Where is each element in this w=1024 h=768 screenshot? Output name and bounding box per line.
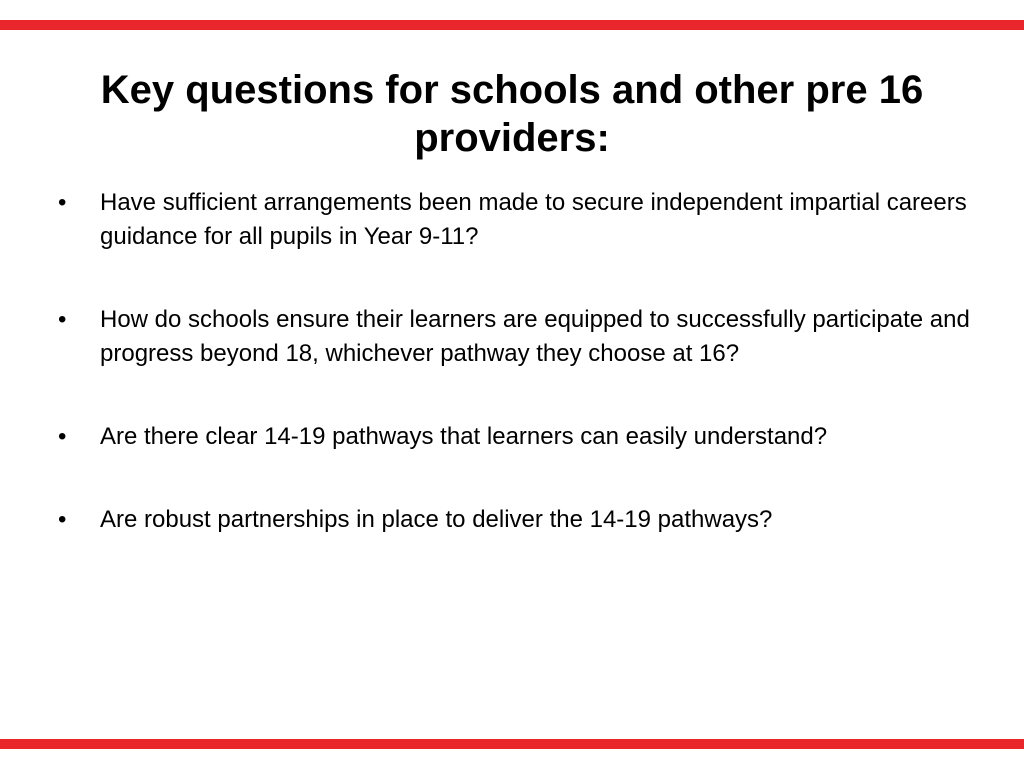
bullet-text: Are there clear 14-19 pathways that learners can easily understand? [100,423,828,450]
bottom-accent-bar [0,739,1024,749]
slide-title: Key questions for schools and other pre 16 providers: [100,68,924,160]
bullet-marker: • [58,506,67,533]
bullet-text: Have sufficient arrangements been made to secure independent impartial careers guidance for all pupils in Year 9-11? [100,189,967,250]
bullet-marker: • [58,189,67,216]
bullet-item [56,420,976,454]
bullet-marker: • [58,423,67,450]
bullet-marker: • [58,306,67,333]
bullet-item [56,186,976,254]
bullet-text: How do schools ensure their learners are equipped to successfully participate and progress beyond 18, whichever pathway they choose at 16? [100,306,970,367]
bullet-text: Are robust partnerships in place to deliver the 14-19 pathways? [100,506,773,533]
bullet-item [56,303,976,371]
bullet-item [56,503,976,537]
bullet-list [56,186,976,537]
top-accent-bar [0,20,1024,30]
